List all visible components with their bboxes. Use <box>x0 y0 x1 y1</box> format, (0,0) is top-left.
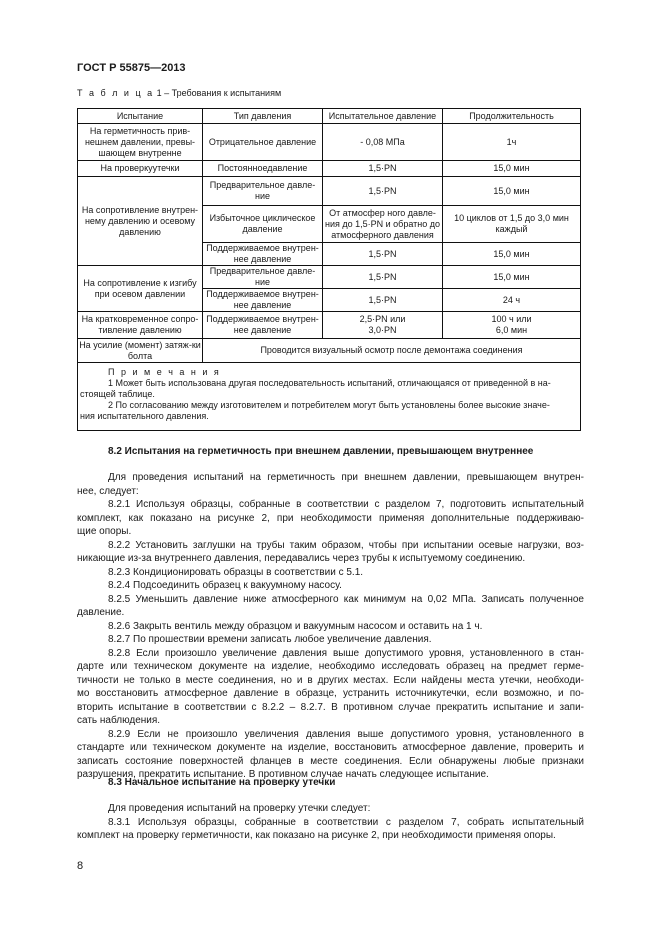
test-requirements-table <box>77 108 581 431</box>
paragraph-line: 8.2.9 Если не произошло увеличения давления выше допустимого уровня, установленного в <box>108 728 584 740</box>
paragraph-line: разрушения, прекратить испытание. В противном случае начать следующее испытание. <box>77 769 489 780</box>
paragraph-line: 8.2.5 Уменьшить давление ниже атмосферного как минимум на 0,02 МПа. Записать полученное <box>108 593 584 605</box>
paragraph-line: 8.2.8 Если произошло увеличение давления выше допустимого уровня, установленного в стан- <box>108 647 584 659</box>
paragraph-line: Для проведения испытаний на герметичность при внешнем давлении, превышающем внутрен- <box>108 472 584 483</box>
paragraph-line: стандарте или техническом документе на изделие, восстановить атмосферное давление, проверить и <box>77 742 584 753</box>
paragraph-line: 8.2.3 Кондиционировать образцы в соответствии с 5.1. <box>108 566 364 578</box>
section-8-3-body <box>77 802 584 843</box>
page-number: 8 <box>77 860 84 872</box>
paragraph-line: Для проведения испытаний на проверку утечки следует: <box>108 803 371 814</box>
paragraph-line: 8.2.6 Закрыть вентиль между образцом и вакуумным насосом и оставить на 1 ч. <box>108 620 483 632</box>
table-caption: Т а б л и ц а 1 – Требования к испытаниям <box>77 88 282 98</box>
document-header: ГОСТ Р 55875—2013 <box>77 62 186 74</box>
paragraph-line: мо восстановить атмосферное давление в образце, устранить источникутечки, если возможно, и по- <box>77 688 584 699</box>
table-row: На проверкуутечки Постоянноедавление 1,5·PN 15,0 мин <box>78 161 581 177</box>
section-8-2-body <box>77 471 584 782</box>
paragraph-line: щие опоры. <box>77 526 132 537</box>
table-row: На сопротивление внутрен-нему давлению и осевому давлению Предварительное давле-ние 1,5·PN 15,0 мин <box>78 177 581 206</box>
table-row: Избыточное циклическое давление От атмосфер ного давле-ния до 1,5·PN и обратно до атмосферного давления 10 циклов от 1,5 до 3,0 мин каждый <box>78 206 581 243</box>
section-8-2-heading: 8.2 Испытания на герметичность при внешнем давлении, превышающем внутреннее <box>108 446 534 457</box>
paragraph-line: никающие из-за внутреннего давления, передавались через трубы к испытуемому соединению. <box>77 553 526 564</box>
table-header-row: Испытание Тип давления Испытательное давление Продолжительность <box>78 109 581 124</box>
table-row: На кратковременное сопро-тивление давлению Поддерживаемое внутрен-нее давление 2,5·PN или 3,0·PN 100 ч или 6,0 мин <box>78 312 581 339</box>
paragraph-line: 8.3.1 Используя образцы, собранные в соответствии с разделом 7, собрать испытательный <box>108 816 584 828</box>
paragraph-line: нее, следует: <box>77 485 139 497</box>
paragraph-line: 8.2.7 По прошествии времени записать любое увеличение давления. <box>108 634 432 645</box>
table-notes-row: П р и м е ч а н и я 1 Может быть использована другая последовательность испытаний, отличающаяся от приведенной в на- стоящей таблице. 2 По согласованию между изготовителем и потребителем могут быть установлены более высокие значе- ния испытательного давления. <box>78 363 581 431</box>
notes-title: П р и м е ч а н и я <box>108 367 221 377</box>
paragraph-line: 8.2.2 Установить заглушки на трубы таким образом, чтобы при испытании осевые нагрузки, воз- <box>108 539 584 551</box>
table-row: На усилие (момент) затяж-ки болта Проводится визуальный осмотр после демонтажа соединения <box>78 339 581 363</box>
paragraph-line: записать состояние поверхностей фланцев в месте соединения. Если обнаружены любые признаки <box>77 755 584 767</box>
paragraph-line: тичности не только в месте соединения, но и в других местах. Если найдены места утечки, необходи- <box>77 674 584 686</box>
paragraph-line: давление. <box>77 607 125 618</box>
table-row: На герметичность прив-нешнем давлении, превы-шающем внутренне Отрицательное давление - 0,08 МПа 1ч <box>78 124 581 161</box>
paragraph-line: вторить испытание в соответствии с 8.2.2 – 8.2.7. В противном случае прекратить испытание и запи- <box>77 701 584 713</box>
paragraph-line: 8.2.4 Подсоединить образец к вакуумному насосу. <box>108 580 342 591</box>
table-row: На сопротивление к изгибу при осевом давлении Предварительное давле-ние 1,5·PN 15,0 мин <box>78 266 581 289</box>
table-row: Поддерживаемое внутрен-нее давление 1,5·PN 15,0 мин <box>78 243 581 266</box>
paragraph-line: дарте или техническом документе на изделие, необходимо исследовать образец на предмет герме- <box>77 661 584 672</box>
paragraph-line: сать наблюдения. <box>77 715 161 726</box>
paragraph-line: комплект на проверку герметичности, как показано на рисунке 2, при необходимости применяя опоры. <box>77 830 556 841</box>
table-row: Поддерживаемое внутрен-нее давление 1,5·PN 24 ч <box>78 289 581 312</box>
paragraph-line: 8.2.1 Используя образцы, собранные в соответствии с разделом 7, подготовить испытательный <box>108 499 584 510</box>
section-8-3-heading: 8.3 Начальное испытание на проверку утечки <box>108 777 336 788</box>
paragraph-line: комплект, как показано на рисунке 2, при необходимости применяя дополнительные поддерживаю- <box>77 512 584 524</box>
